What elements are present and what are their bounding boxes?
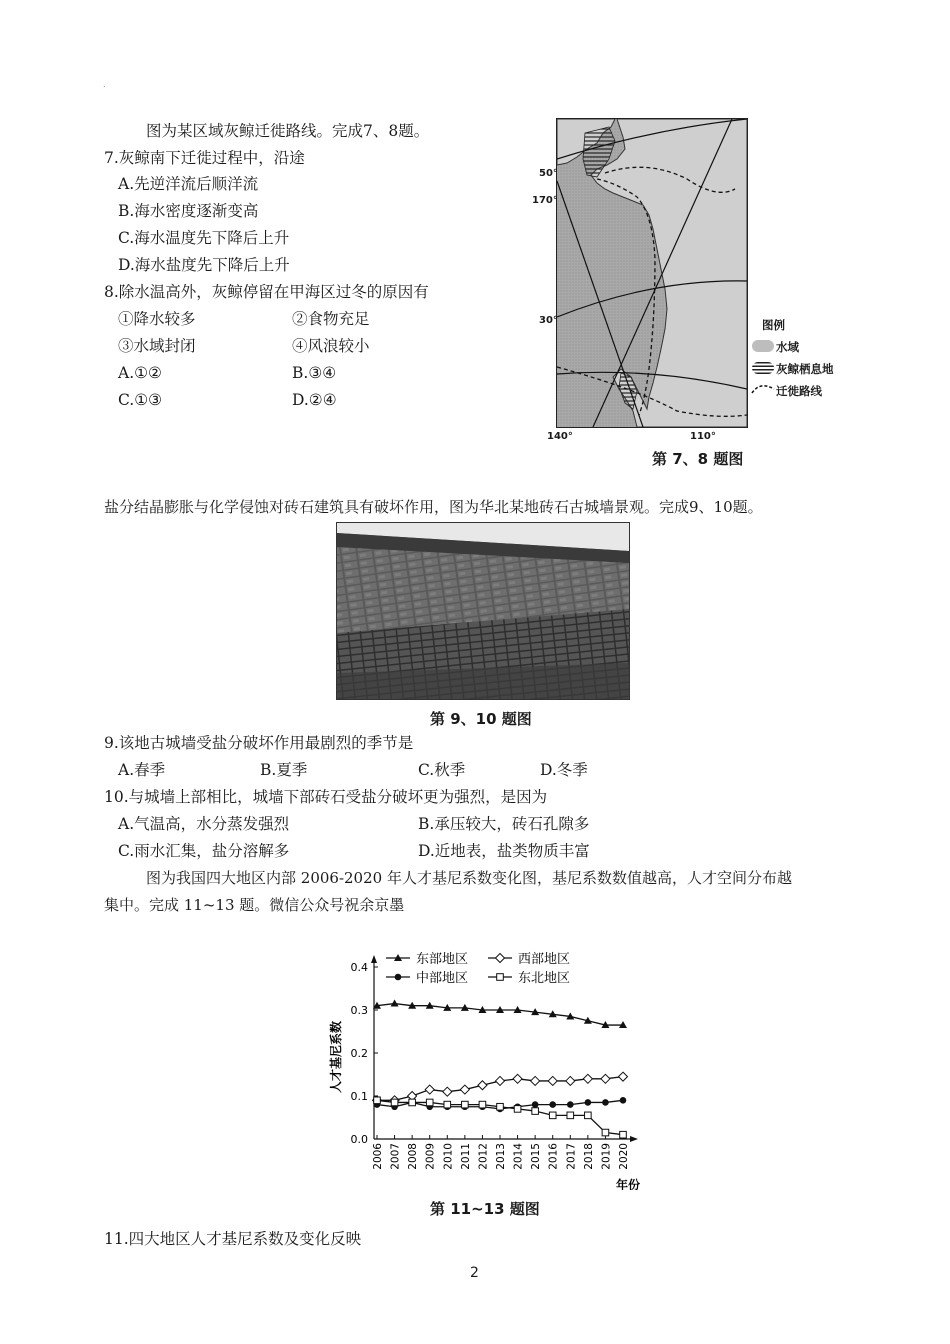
- data-point-diamond: [583, 1074, 592, 1083]
- x-axis-label: 年份: [616, 1178, 641, 1190]
- data-point-square: [426, 1099, 433, 1106]
- x-tick-label: 2015: [530, 1143, 543, 1170]
- x-tick-label: 2011: [459, 1143, 472, 1170]
- data-point-square: [567, 1112, 574, 1119]
- map-caption: 第 7、8 题图: [652, 450, 744, 468]
- data-point-diamond: [531, 1076, 540, 1085]
- x-tick-label: 2013: [495, 1143, 507, 1170]
- y-tick-label: 0.3: [350, 1004, 368, 1017]
- map-graphic: [557, 119, 747, 427]
- intro-q11-13-line2: 集中。完成 11~13 题。微信公众号祝余京墨: [104, 896, 405, 914]
- question-8-stem: 8.除水温高外，灰鲸停留在甲海区过冬的原因有: [104, 283, 429, 301]
- question-7-option-c: C.海水温度先下降后上升: [118, 229, 290, 247]
- data-point-diamond: [478, 1081, 487, 1090]
- data-point-diamond: [513, 1074, 522, 1083]
- legend-marker-circle: [395, 974, 402, 981]
- question-9-option-d: D.冬季: [540, 761, 588, 779]
- question-9-stem: 9.该地古城墙受盐分破坏作用最剧烈的季节是: [104, 734, 414, 752]
- x-tick-label: 2009: [424, 1143, 437, 1170]
- map-label-50: 50°: [539, 168, 558, 179]
- intro-q7-8: 图为某区域灰鲸迁徙路线。完成7、8题。: [146, 122, 430, 140]
- y-tick-label: 0.4: [350, 961, 368, 974]
- x-tick-label: 2016: [547, 1143, 560, 1170]
- legend-route-swatch: [750, 381, 776, 395]
- chart-axes: [328, 955, 640, 1190]
- map-label-110: 110°: [690, 431, 716, 442]
- x-tick-label: 2006: [372, 1143, 384, 1170]
- x-tick-label: 2010: [442, 1143, 455, 1170]
- question-10-option-b: B.承压较大，砖石孔隙多: [418, 815, 590, 833]
- question-10-stem: 10.与城墙上部相比，城墙下部砖石受盐分破坏更为强烈，是因为: [104, 788, 548, 806]
- legend-label: 中部地区: [416, 971, 469, 986]
- data-point-square: [374, 1097, 381, 1104]
- x-axis-arrow: [630, 1136, 638, 1142]
- question-7-option-b: B.海水密度逐渐变高: [118, 202, 259, 220]
- x-tick-label: 2014: [512, 1143, 525, 1170]
- question-8-option-b: B.③④: [292, 364, 337, 382]
- legend-label: 东北地区: [518, 971, 571, 986]
- legend-label: 西部地区: [518, 952, 571, 967]
- data-point-square: [497, 1103, 504, 1110]
- whale-migration-map: [556, 118, 748, 428]
- question-7-option-a: A.先逆洋流后顺洋流: [118, 175, 259, 193]
- data-point-square: [532, 1108, 539, 1115]
- stray-mark: .: [103, 80, 106, 89]
- x-tick-label: 2018: [582, 1143, 595, 1170]
- city-wall-photo: [336, 522, 630, 700]
- map-legend-title: 图例: [762, 318, 785, 332]
- legend-label: 东部地区: [416, 952, 469, 967]
- data-point-circle: [532, 1101, 539, 1108]
- y-tick-label: 0.2: [350, 1047, 368, 1060]
- data-point-square: [602, 1129, 609, 1136]
- data-point-diamond: [443, 1087, 452, 1096]
- talent-gini-chart: [320, 940, 650, 1190]
- legend-route-label: 迁徙路线: [776, 384, 822, 398]
- legend-habitat-swatch: [752, 362, 774, 374]
- data-point-square: [514, 1106, 521, 1113]
- data-point-circle: [567, 1101, 574, 1108]
- question-8-option-a: A.①②: [118, 364, 162, 382]
- question-8-option-d: D.②④: [292, 391, 337, 409]
- x-tick-label: 2012: [477, 1143, 490, 1170]
- page-number: 2: [470, 1265, 479, 1281]
- data-point-square: [549, 1112, 556, 1119]
- data-point-square: [444, 1101, 451, 1108]
- question-8-item-1: ①降水较多: [118, 310, 196, 328]
- question-8-item-4: ④风浪较小: [292, 337, 370, 355]
- question-9-option-c: C.秋季: [418, 761, 466, 779]
- x-tick-label: 2017: [565, 1143, 578, 1170]
- data-point-square: [479, 1101, 486, 1108]
- question-8-item-2: ②食物充足: [292, 310, 370, 328]
- data-point-square: [391, 1099, 398, 1106]
- question-7-stem: 7.灰鲸南下迁徙过程中，沿途: [104, 149, 305, 167]
- data-point-circle: [549, 1101, 556, 1108]
- x-tick-label: 2007: [389, 1143, 402, 1170]
- data-point-circle: [585, 1099, 592, 1106]
- x-tick-label: 2008: [407, 1143, 420, 1170]
- city-wall-graphic: [337, 523, 629, 699]
- data-point-square: [585, 1112, 592, 1119]
- y-tick-label: 0.1: [350, 1090, 368, 1103]
- intro-q9-10: 盐分结晶膨胀与化学侵蚀对砖石建筑具有破坏作用，图为华北某地砖石古城墙景观。完成9、10题。: [104, 498, 763, 516]
- question-8-option-c: C.①③: [118, 391, 163, 409]
- legend-water-label: 水域: [776, 340, 799, 354]
- legend-habitat-label: 灰鲸栖息地: [776, 362, 834, 376]
- chart-svg: [320, 940, 650, 1190]
- question-7-option-d: D.海水盐度先下降后上升: [118, 256, 290, 274]
- photo-caption: 第 9、10 题图: [430, 710, 532, 728]
- question-11-stem: 11.四大地区人才基尼系数及变化反映: [104, 1230, 362, 1248]
- data-point-circle: [620, 1097, 627, 1104]
- question-10-option-c: C.雨水汇集，盐分溶解多: [118, 842, 290, 860]
- question-8-item-3: ③水域封闭: [118, 337, 196, 355]
- data-point-square: [409, 1099, 416, 1106]
- chart-legend: [386, 951, 570, 986]
- y-axis-label: 人才基尼系数: [329, 1020, 343, 1093]
- data-point-circle: [602, 1099, 609, 1106]
- y-axis-arrow: [371, 955, 377, 963]
- data-point-diamond: [460, 1085, 469, 1094]
- data-point-diamond: [496, 1076, 505, 1085]
- legend-marker-square: [497, 974, 504, 981]
- chart-caption: 第 11~13 题图: [430, 1200, 540, 1218]
- legend-marker-diamond: [496, 954, 505, 963]
- data-point-diamond: [619, 1072, 628, 1081]
- intro-q11-13-line1: 图为我国四大地区内部 2006-2020 年人才基尼系数变化图，基尼系数数值越高，人才空间分布越: [146, 869, 792, 887]
- legend-water-swatch: [752, 340, 774, 352]
- question-9-option-a: A.春季: [118, 761, 166, 779]
- data-point-diamond: [548, 1076, 557, 1085]
- data-point-square: [620, 1131, 627, 1138]
- chart-series: [373, 1000, 628, 1138]
- x-tick-label: 2019: [600, 1143, 613, 1170]
- x-tick-label: 2020: [618, 1143, 630, 1170]
- question-9-option-b: B.夏季: [260, 761, 308, 779]
- data-point-square: [462, 1101, 469, 1108]
- data-point-triangle: [391, 1000, 399, 1007]
- data-point-diamond: [566, 1076, 575, 1085]
- y-tick-label: 0.0: [350, 1133, 368, 1146]
- question-10-option-d: D.近地表，盐类物质丰富: [418, 842, 590, 860]
- question-10-option-a: A.气温高，水分蒸发强烈: [118, 815, 290, 833]
- map-label-140: 140°: [547, 431, 573, 442]
- data-point-diamond: [601, 1074, 610, 1083]
- map-label-170: 170°: [532, 195, 558, 206]
- map-label-30: 30°: [539, 315, 558, 326]
- data-point-diamond: [425, 1085, 434, 1094]
